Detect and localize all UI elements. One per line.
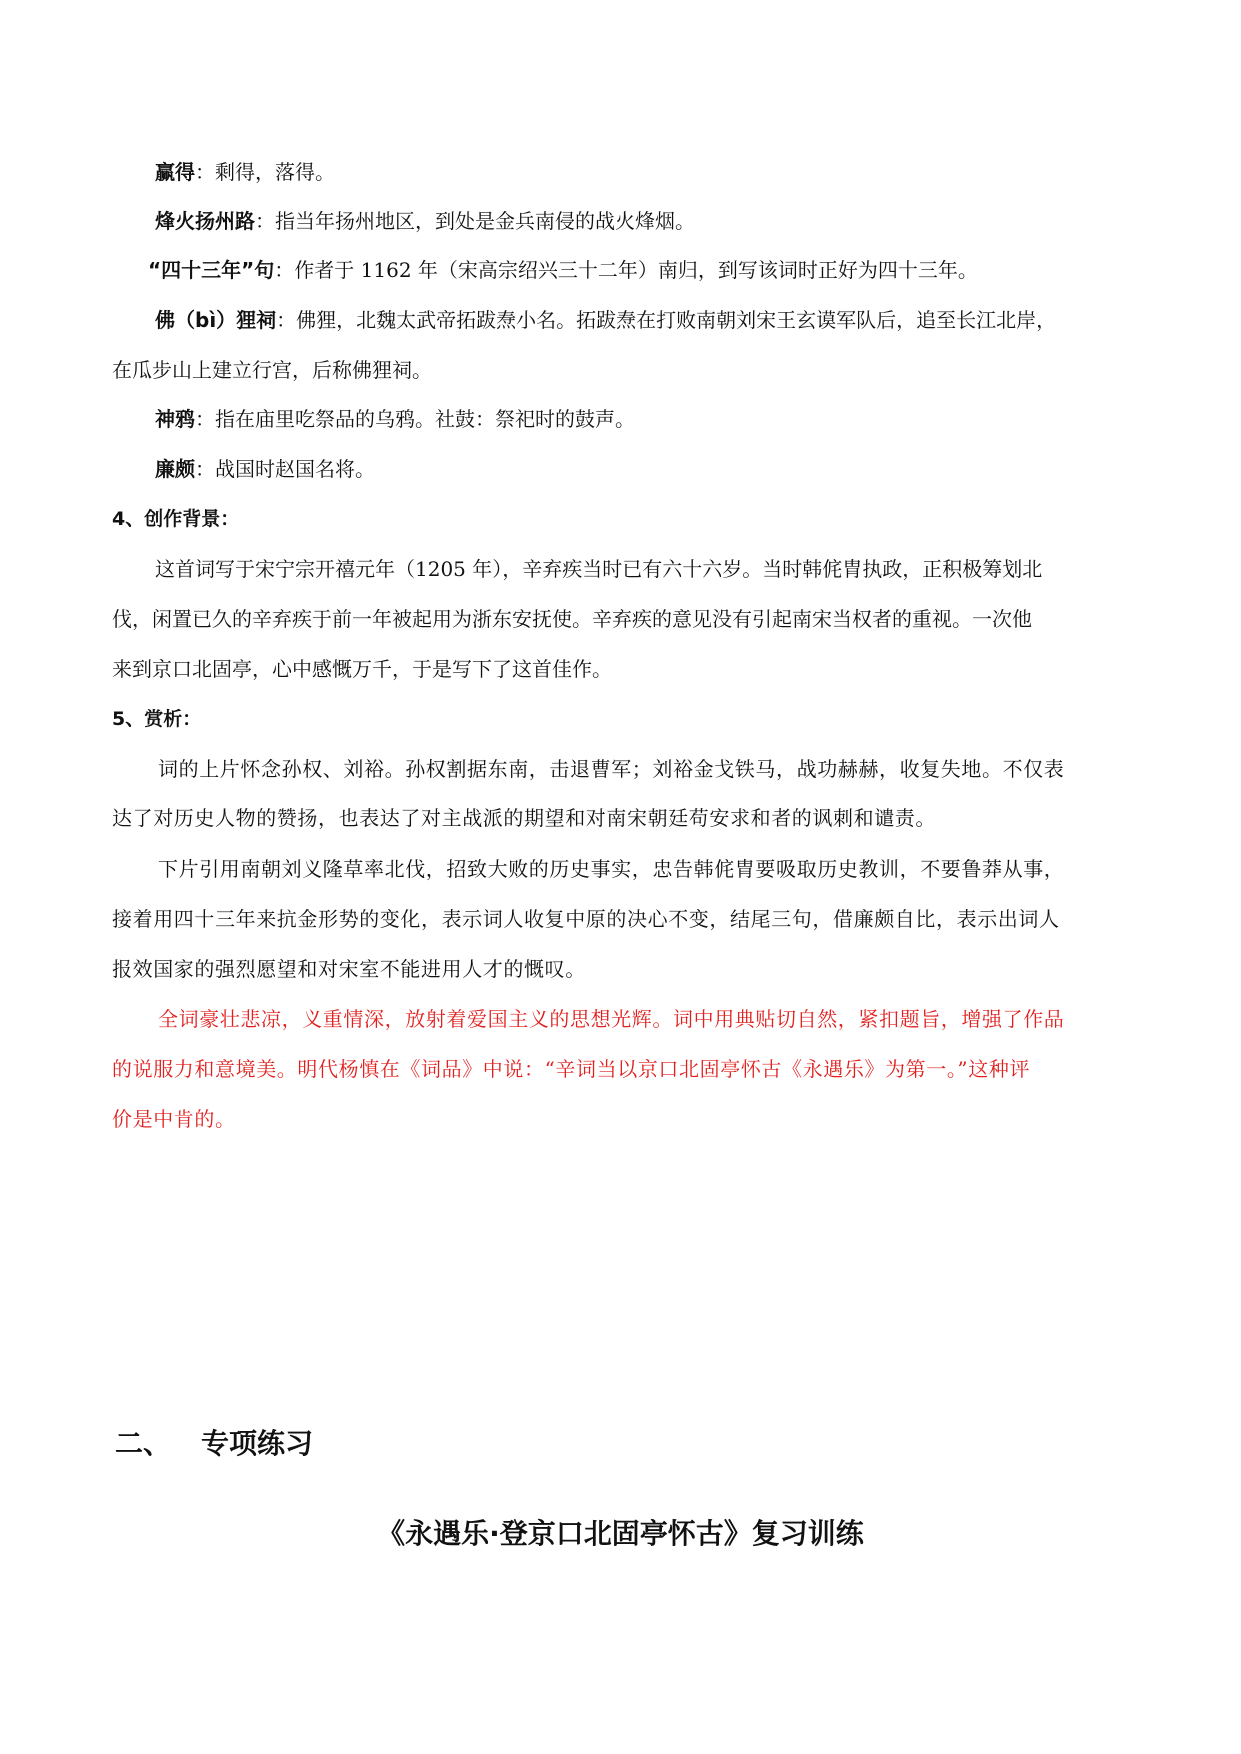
glossary-item (148, 256, 978, 284)
glossary-term: 神鸦 (155, 407, 195, 431)
paragraph-line: 报效国家的强烈愿望和对宋室不能进用人才的慨叹。 (112, 957, 586, 981)
part-number: 二、 (115, 1427, 172, 1460)
highlighted-paragraph-line: 的说服力和意境美。明代杨慎在《词品》中说：“辛词当以京口北固亭怀古《永遇乐》为第一。”这种评 (112, 1057, 1031, 1081)
highlighted-paragraph-line: 全词豪壮悲凉，义重情深，放射着爱国主义的思想光辉。词中用典贴切自然，紧扣题旨，增强了作品 (158, 1007, 1065, 1031)
glossary-item (155, 455, 375, 483)
glossary-item (155, 207, 695, 235)
glossary-term: 烽火扬州路 (155, 209, 255, 233)
glossary-item (155, 405, 635, 433)
glossary-term: 廉颇 (155, 457, 195, 481)
section-heading-background: 4、创作背景： (112, 508, 240, 530)
glossary-item (155, 306, 1056, 334)
paragraph-line: 这首词写于宋宁宗开禧元年（1205 年），辛弃疾当时已有六十六岁。当时韩侂胄执政，正积极筹划北 (155, 557, 1043, 581)
glossary-term: “四十三年”句 (148, 258, 275, 282)
paragraph-line: 下片引用南朝刘义隆草率北伐，招致大败的历史事实，忠告韩侂胄要吸取历史教训，不要鲁莽从事， (158, 857, 1065, 881)
paragraph-line: 接着用四十三年来抗金形势的变化，表示词人收复中原的决心不变，结尾三句，借廉颇自比，表示出词人 (112, 907, 1060, 931)
glossary-definition: ：战国时赵国名将。 (195, 457, 375, 481)
highlighted-paragraph-line: 价是中肯的。 (112, 1107, 236, 1131)
glossary-definition: ：剩得，落得。 (195, 160, 335, 184)
glossary-term: 佛（bì）狸祠 (155, 308, 277, 332)
exercise-title: 《永遇乐·登京口北固亭怀古》复习训练 (377, 1517, 864, 1550)
paragraph-line: 词的上片怀念孙权、刘裕。孙权割据东南，击退曹军；刘裕金戈铁马，战功赫赫，收复失地。不仅表 (158, 757, 1065, 781)
part-heading (115, 1426, 313, 1462)
section-heading-appreciation: 5、赏析： (112, 708, 202, 730)
glossary-definition: ：指当年扬州地区，到处是金兵南侵的战火烽烟。 (255, 209, 695, 233)
glossary-continuation: 在瓜步山上建立行宫，后称佛狸祠。 (112, 358, 432, 382)
paragraph-line: 来到京口北固亭，心中感慨万千，于是写下了这首佳作。 (112, 657, 612, 681)
paragraph-line: 伐，闲置已久的辛弃疾于前一年被起用为浙东安抚使。辛弃疾的意见没有引起南宋当权者的重视。一次他 (112, 607, 1032, 631)
glossary-item (155, 158, 335, 186)
part-label: 专项练习 (201, 1427, 314, 1460)
glossary-definition: ：佛狸，北魏太武帝拓跋焘小名。拓跋焘在打败南朝刘宋王玄谟军队后，追至长江北岸， (276, 308, 1057, 332)
glossary-term: 赢得 (155, 160, 195, 184)
glossary-definition: ：指在庙里吃祭品的乌鸦。社鼓：祭祀时的鼓声。 (195, 407, 635, 431)
paragraph-line: 达了对历史人物的赞扬，也表达了对主战派的期望和对南宋朝廷苟安求和者的讽刺和谴责。 (112, 806, 936, 830)
glossary-definition: ：作者于 1162 年（宋高宗绍兴三十二年）南归，到写该词时正好为四十三年。 (274, 258, 978, 282)
